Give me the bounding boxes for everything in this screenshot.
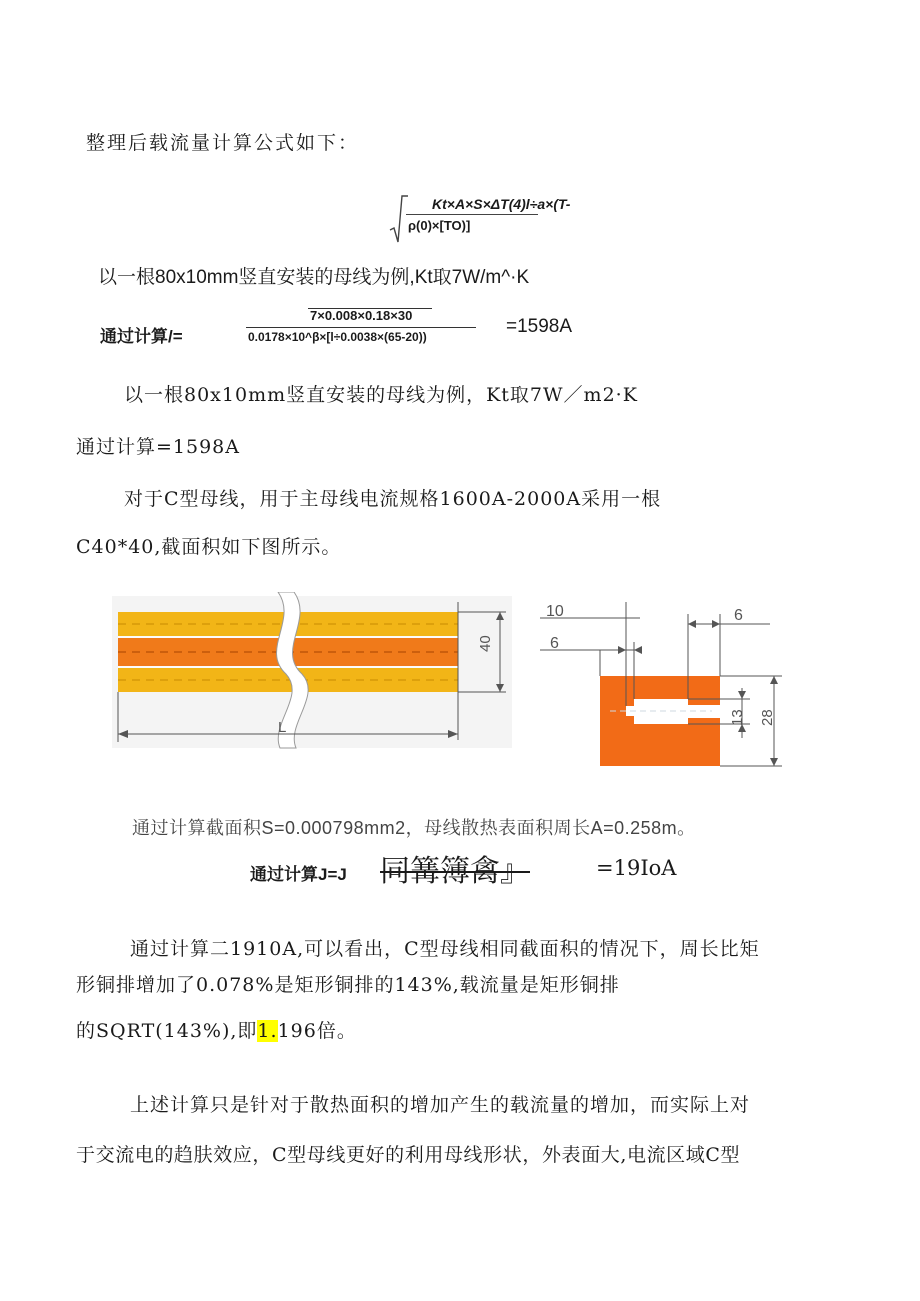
c-profile-shape bbox=[600, 676, 720, 766]
calc3-result: =19IoA bbox=[596, 856, 677, 880]
dim-10: 10 bbox=[546, 603, 564, 620]
sqrt-sign-icon bbox=[388, 192, 408, 244]
calc1-denominator: 0.0178×10^β×[l÷0.0038×(65-20)) bbox=[248, 330, 427, 344]
c-type-line-2: C40*40,截面积如下图所示。 bbox=[76, 536, 342, 558]
dim-6-right: 6 bbox=[734, 607, 743, 624]
busbar-figure bbox=[110, 592, 800, 810]
calc1-result: =1598A bbox=[506, 316, 573, 337]
formula-bar bbox=[406, 214, 538, 215]
highlighted-number: 1. bbox=[257, 1020, 278, 1042]
dim-L: L bbox=[278, 719, 287, 736]
calc1-overline bbox=[308, 308, 432, 309]
dim-6-left: 6 bbox=[550, 635, 559, 652]
calc1-fraction bbox=[244, 306, 492, 350]
calc1-label: 通过计算/= bbox=[100, 327, 183, 346]
dim-40: 40 bbox=[477, 635, 494, 652]
calc1-bar bbox=[246, 327, 476, 328]
c-type-line-1: 对于C型母线，用于主母线电流规格1600A-2000A采用一根 bbox=[124, 488, 662, 510]
formula-block bbox=[388, 192, 608, 244]
para1-line-1: 通过计算二1910A,可以看出，C型母线相同截面积的情况下，周长比矩 bbox=[130, 938, 760, 960]
example-line-1: 以一根80x10mm竖直安装的母线为例,Kt取7W/m^·K bbox=[98, 267, 530, 288]
para2-line-2: 于交流电的趋肤效应，C型母线更好的利用母线形状，外表面大,电流区域C型 bbox=[76, 1144, 741, 1166]
intro-text: 整理后载流量计算公式如下： bbox=[86, 133, 360, 154]
example-line-2: 以一根80x10mm竖直安装的母线为例，Kt取7W／m2·K bbox=[124, 384, 638, 406]
dim-28: 28 bbox=[759, 709, 776, 726]
calc3-garbled: 同篝簿禽』 bbox=[380, 854, 530, 889]
para1-line-3-post: 196倍。 bbox=[277, 1020, 357, 1042]
calc3-prefix: 通过计算J=J bbox=[250, 865, 347, 884]
calc1-numerator: 7×0.008×0.18×30 bbox=[310, 308, 413, 323]
para1-line-3-pre: 的SQRT(143%),即 bbox=[76, 1020, 258, 1042]
para1-line-2: 形铜排增加了0.078%是矩形铜排的143%,载流量是矩形铜排 bbox=[76, 974, 620, 996]
dim-13: 13 bbox=[729, 709, 746, 726]
para2-line-1: 上述计算只是针对于散热面积的增加产生的载流量的增加，而实际上对 bbox=[130, 1094, 751, 1116]
formula-numerator: Kt×A×S×ΔT(4)l÷a×(T- bbox=[432, 196, 571, 212]
para1-line-3 bbox=[76, 1016, 357, 1043]
figure-caption: 通过计算截面积S=0.000798mm2，母线散热表面积周长A=0.258m。 bbox=[132, 818, 696, 838]
calc2-text: 通过计算=1598A bbox=[76, 436, 240, 458]
formula-denominator: ρ(0)×[TO)] bbox=[408, 218, 471, 233]
